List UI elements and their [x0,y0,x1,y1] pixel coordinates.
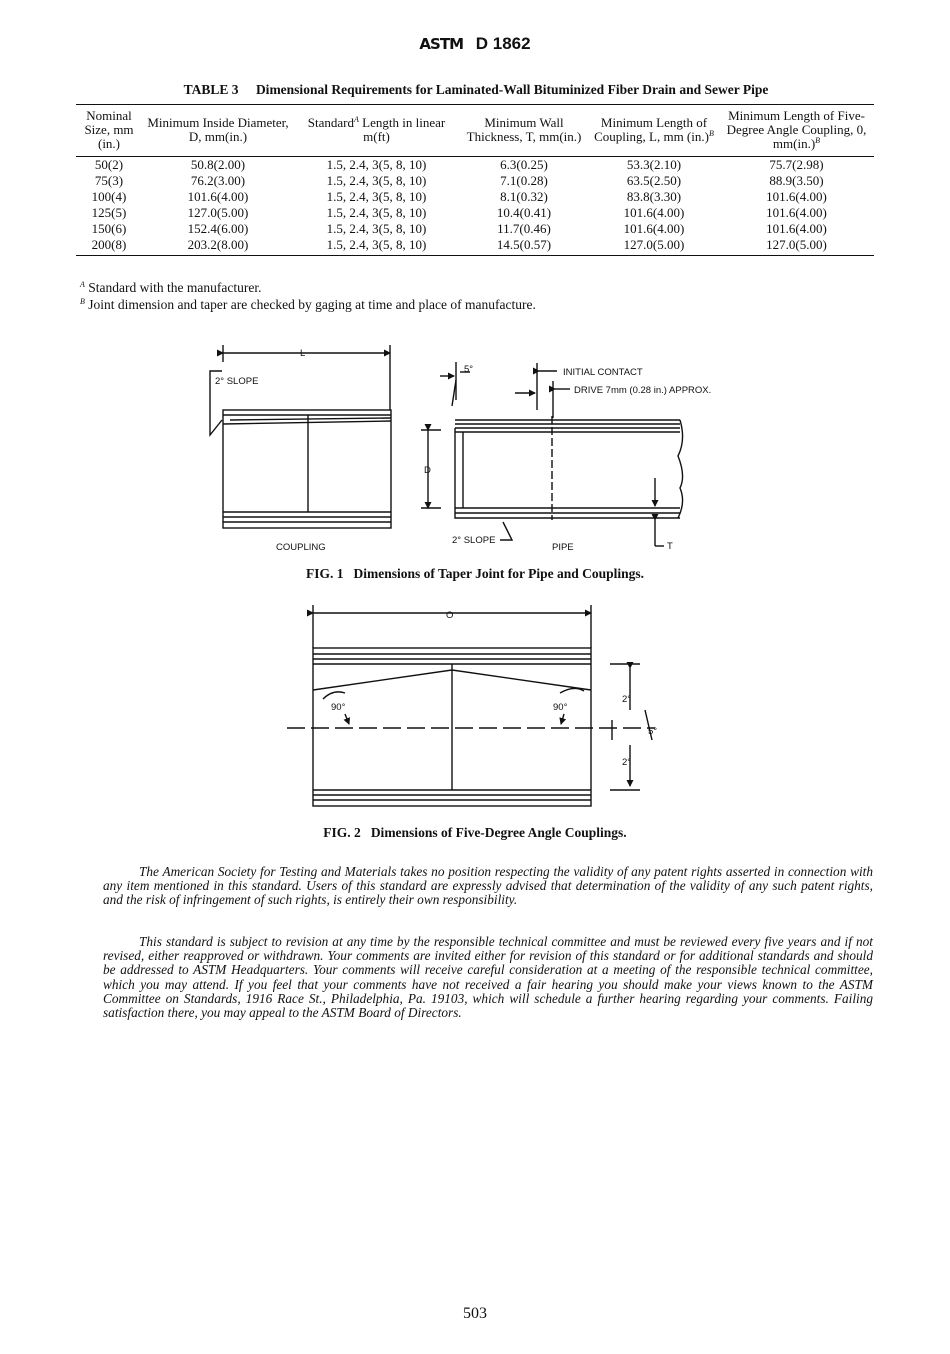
page-number: 503 [463,1305,487,1322]
table-cell: 127.0(5.00) [719,237,874,256]
table-cell: 75(3) [94,173,124,188]
table-cell: 8.1(0.32) [500,189,548,204]
table-cell: 75.7(2.98) [769,157,824,172]
footnote-a: $^A$ Standard with the manufacturer. [80,280,262,295]
fig2-angle-2-top: 2° [622,694,632,705]
table-cell: 6.3(0.25) [500,157,548,172]
table-cell: 7.1(0.28) [500,173,548,188]
table-cell: 203.2(8.00) [142,237,294,256]
col-inside-diameter: Minimum Inside Diameter, D, mm(in.) [142,105,294,157]
fig2-angle-90-right: 90° [553,702,568,713]
table-cell: 101.6(4.00) [187,189,249,204]
fig1-coupling-label: COUPLING [276,542,326,553]
table-cell: 101.6(4.00) [766,189,827,204]
col-nominal-size: Nominal Size, mm (in.) [76,105,142,157]
table-cell: 200(8) [76,237,142,256]
footnote-b: $^B$ Joint dimension and taper are checked by gaging at time and place of manufacture. [80,297,536,312]
fig2-angle-90-left: 90° [331,702,346,713]
fig1-label-T: T [667,541,673,552]
fig1-angle-5: 5° [464,364,474,375]
fig1-initial-contact: INITIAL CONTACT [563,367,643,378]
fig1-caption: FIG. 1 Dimensions of Taper Joint for Pipe and Couplings. [305,566,645,581]
fig2-angle-2-bottom: 2° [622,757,632,768]
astm-logo: ASTM [419,35,463,53]
revision-notice: This standard is subject to revision at any time by the responsible technical committee and must be reviewed every five years and if not revised, either reapproved or withdrawn. Your comments are invited either for revision of this standard or for additional standards and should be addressed to ASTM Headquarters. Your comments will receive careful consideration at a meeting of the responsible technical committee, which you may attend. If you feel that your comments have not received a fair hearing you should make your views known to the ASTM Committee on Standards, 1916 Race St., Philadelphia, Pa. 19103, which will schedule a further hearing regarding your comments. Failing satisfaction there, you may appeal to the ASTM Board of Directors. [103,934,873,1021]
table-cell: 50.8(2.00) [190,157,246,172]
table-cell: 11.7(0.46) [497,221,551,236]
fig1-coupling-drawing [210,345,470,528]
col-wall-thickness: Minimum Wall Thickness, T, mm(in.) [459,105,589,157]
table-cell: 53.3(2.10) [626,157,682,172]
table-cell: 1.5, 2.4, 3(5, 8, 10) [326,189,427,204]
table-cell: 1.5, 2.4, 3(5, 8, 10) [326,205,427,220]
table-cell: 101.6(4.00) [766,205,827,220]
fig2-caption: FIG. 2 Dimensions of Five-Degree Angle Couplings. [323,825,627,840]
table-cell: 1.5, 2.4, 3(5, 8, 10) [326,173,427,188]
table-cell: 1.5, 2.4, 3(5, 8, 10) [326,157,427,172]
table-cell: 14.5(0.57) [459,237,589,256]
table-cell: 63.5(2.50) [626,173,682,188]
table-cell: 125(5) [91,205,127,220]
table-cell: 101.6(4.00) [766,221,827,236]
fig1-label-L: L [300,348,306,359]
table-label: TABLE 3 [183,82,239,97]
table-caption: Dimensional Requirements for Laminated-Wall Bituminized Fiber Drain and Sewer Pipe [255,82,769,97]
fig2-angle-5: 5° [648,726,658,737]
table-cell: 83.8(3.30) [626,189,682,204]
fig1-drive: DRIVE 7mm (0.28 in.) APPROX. [574,385,712,396]
fig1-slope-left: 2° SLOPE [215,376,259,387]
standard-designation: D 1862 [475,34,531,53]
table-cell: 10.4(0.41) [496,205,552,220]
table-cell: 150(6) [91,221,127,236]
fig1-label-D: D [424,465,431,476]
table-cell: 101.6(4.00) [623,205,685,220]
fig1-slope-bottom: 2° SLOPE [452,535,496,546]
col-coupling-length: Minimum Length of Coupling, L, mm $(in.)^B$ [589,105,719,157]
table-cell: 100(4) [91,189,127,204]
table-cell: 127.0(5.00) [187,205,249,220]
fig1-pipe-label: PIPE [552,542,574,553]
table-cell: 152.4(6.00) [187,221,249,236]
fig2-label-O: O [446,610,454,621]
col-standard-length: Standard$^A$ Length in linear m(ft) [294,105,459,157]
table-cell: 127.0(5.00) [589,237,719,256]
table-cell: 1.5, 2.4, 3(5, 8, 10) [326,221,427,236]
col-angle-coupling-length: Minimum Length of Five-Degree Angle Coupling, 0, $mm(in.)^B$ [719,105,874,157]
table-cell: 1.5, 2.4, 3(5, 8, 10) [294,237,459,256]
table-cell: 76.2(3.00) [190,173,246,188]
patent-notice: The American Society for Testing and Materials takes no position respecting the validity of any patent rights asserted in connection with any item mentioned in this standard. Users of this standard are expressly advised that determination of the validity of any such patent rights, and the risk of infringement of such rights, is entirely their own responsibility. [103,864,873,908]
table-cell: 88.9(3.50) [769,173,824,188]
table-cell: 50(2) [94,157,124,172]
table-cell: 101.6(4.00) [623,221,685,236]
